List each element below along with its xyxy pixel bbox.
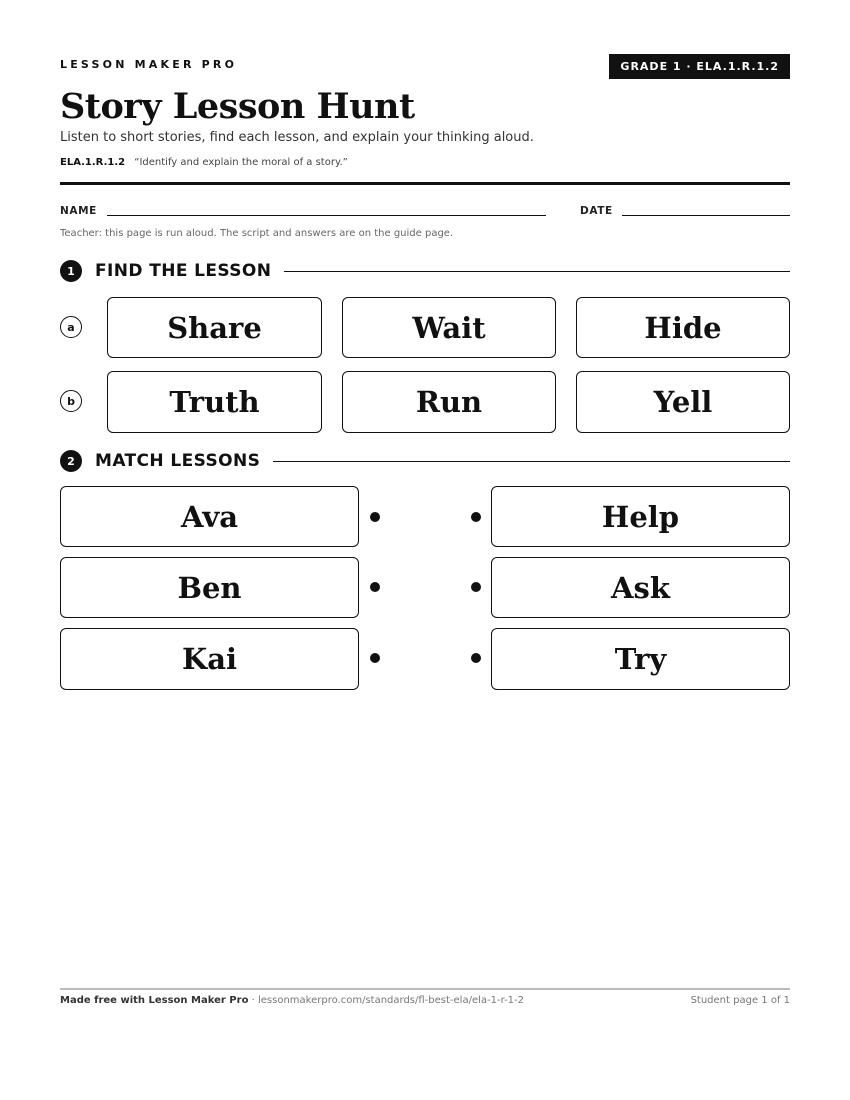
match-left-card[interactable]: Ben <box>60 557 359 618</box>
section-match-lessons <box>60 449 790 473</box>
row-letter-a: a <box>60 316 82 338</box>
word-card[interactable]: Truth <box>107 371 322 433</box>
name-field[interactable] <box>107 215 546 216</box>
word-card[interactable]: Hide <box>576 297 790 358</box>
date-label: DATE <box>580 205 613 217</box>
footer-separator: · <box>248 995 258 1006</box>
match-right-dot[interactable] <box>471 512 481 522</box>
word-card[interactable]: Wait <box>342 297 556 358</box>
match-right-dot[interactable] <box>471 582 481 592</box>
word-card[interactable]: Yell <box>576 371 790 433</box>
match-left-dot[interactable] <box>370 582 380 592</box>
footer-divider <box>60 988 790 990</box>
section-rule <box>284 271 790 272</box>
standard-text: “Identify and explain the moral of a story.” <box>134 157 348 168</box>
name-label: NAME <box>60 205 97 217</box>
page-title: Story Lesson Hunt <box>60 86 415 127</box>
footer-url[interactable]: lessonmakerpro.com/standards/fl-best-ela/ela-1-r-1-2 <box>257 995 525 1006</box>
match-right-dot[interactable] <box>471 653 481 663</box>
date-field[interactable] <box>622 215 790 216</box>
section-title: MATCH LESSONS <box>95 451 261 471</box>
match-left-card[interactable]: Ava <box>60 486 359 547</box>
section-find-the-lesson <box>60 259 790 283</box>
page-subtitle: Listen to short stories, find each lesson, and explain your thinking aloud. <box>60 130 534 145</box>
footer-made-with: Made free with Lesson Maker Pro <box>60 995 249 1006</box>
match-left-card[interactable]: Kai <box>60 628 359 690</box>
section-rule <box>273 461 790 462</box>
match-left-dot[interactable] <box>370 512 380 522</box>
brand-name: LESSON MAKER PRO <box>60 58 238 71</box>
section-title: FIND THE LESSON <box>95 261 272 281</box>
word-card[interactable]: Share <box>107 297 322 358</box>
section-number-badge: 2 <box>60 450 82 472</box>
standard-line <box>60 157 348 168</box>
worksheet-page <box>60 0 790 1100</box>
grade-badge: GRADE 1 · ELA.1.R.1.2 <box>609 54 790 79</box>
row-letter-b: b <box>60 390 82 412</box>
section-number-badge: 1 <box>60 260 82 282</box>
header-divider <box>60 182 790 185</box>
word-card[interactable]: Run <box>342 371 556 433</box>
match-right-card[interactable]: Help <box>491 486 790 547</box>
match-right-card[interactable]: Ask <box>491 557 790 618</box>
footer-page-number: Student page 1 of 1 <box>690 995 790 1006</box>
match-right-card[interactable]: Try <box>491 628 790 690</box>
match-left-dot[interactable] <box>370 653 380 663</box>
footer-credit <box>60 995 524 1006</box>
standard-code: ELA.1.R.1.2 <box>60 157 126 168</box>
teacher-note: Teacher: this page is run aloud. The script and answers are on the guide page. <box>60 228 454 239</box>
